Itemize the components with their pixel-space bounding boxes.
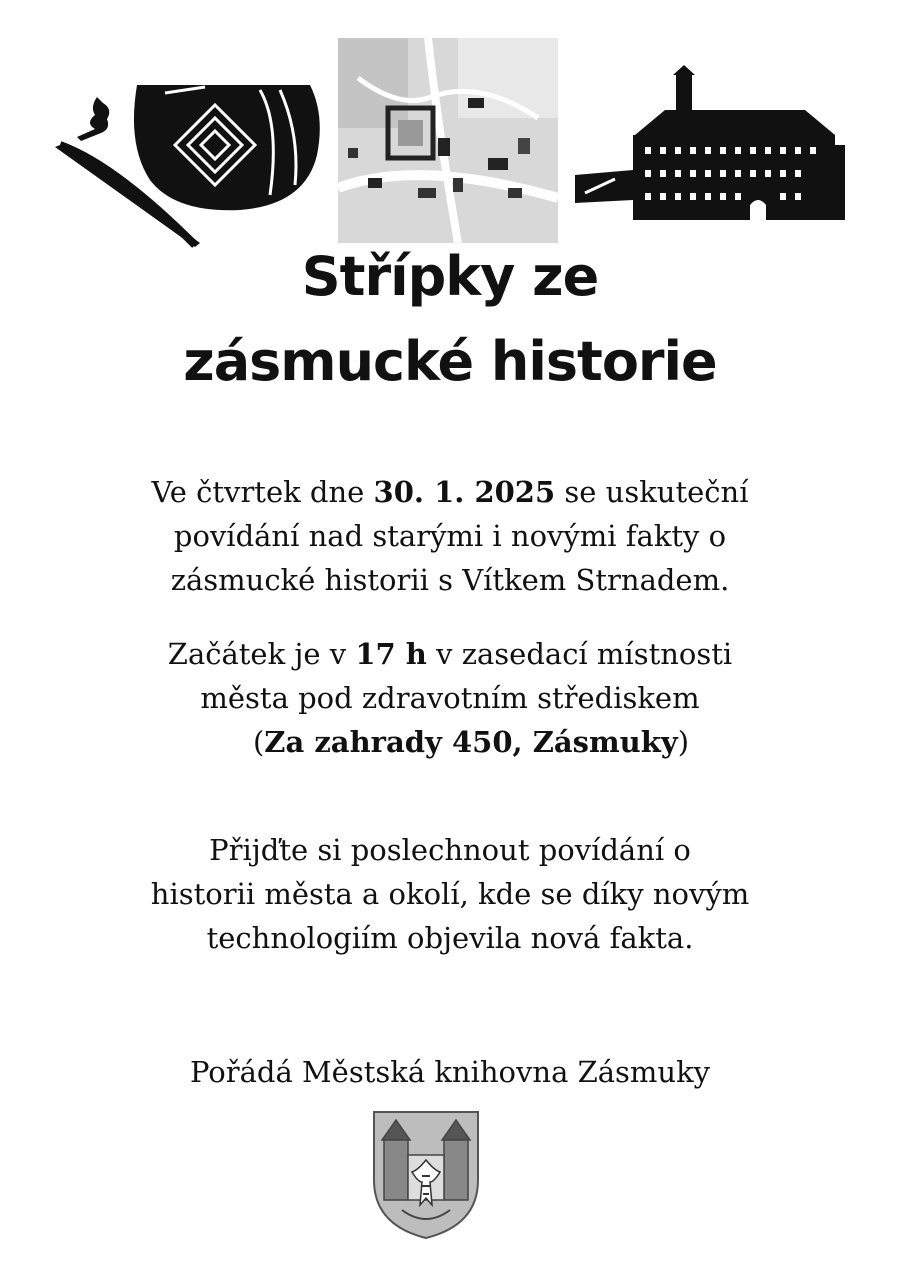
castle-illustration — [575, 65, 845, 225]
event-address: Za zahrady 450, Zásmuky — [264, 725, 678, 759]
venue-line-2: města pod zdravotním střediskem — [200, 681, 700, 715]
intro-line-1 — [0, 470, 900, 514]
venue-text: v zasedací místnosti — [426, 637, 733, 671]
intro-text: Ve čtvrtek dne — [151, 475, 374, 509]
intro-text: se uskuteční — [555, 475, 749, 509]
event-time: 17 h — [355, 637, 427, 671]
venue-line-1 — [0, 632, 900, 676]
invite-line-1: Přijďte si poslechnout povídání o — [209, 833, 691, 867]
intro-paragraph — [0, 470, 900, 602]
venue-paragraph — [0, 632, 900, 764]
paren: ( — [252, 725, 265, 759]
invite-line-2: historii města a okolí, kde se díky novým — [150, 877, 750, 911]
invite-line-3: technologiím objevila nová fakta. — [206, 921, 694, 955]
organizer-line: Pořádá Městská knihovna Zásmuky — [189, 1055, 711, 1089]
historic-map-illustration — [338, 38, 558, 243]
coat-of-arms-emblem — [372, 1110, 480, 1240]
archaeological-finds-illustration — [55, 85, 325, 250]
intro-line-3: zásmucké historii s Vítkem Strnadem. — [170, 563, 730, 597]
poster-title-line-1: Střípky ze — [301, 245, 599, 308]
pottery-bowl-icon — [134, 85, 320, 210]
venue-line-3 — [0, 720, 900, 764]
intro-line-2: povídání nad starými i novými fakty o — [173, 519, 727, 553]
paren: ) — [677, 725, 690, 759]
venue-text: Začátek je v — [167, 637, 356, 671]
poster-title-line-2: zásmucké historie — [183, 330, 717, 393]
invite-paragraph — [0, 828, 900, 960]
event-date: 30. 1. 2025 — [373, 475, 556, 509]
small-vessel-icon — [77, 97, 109, 141]
